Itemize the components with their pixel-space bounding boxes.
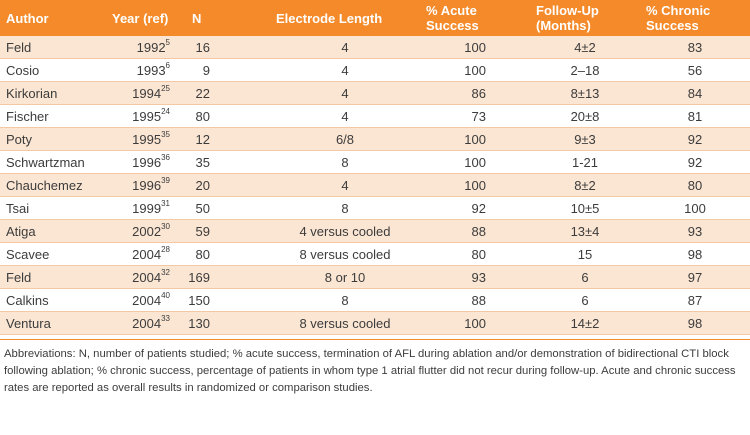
table-row [0,82,750,105]
cell-acute-success [420,197,530,220]
cell-year [110,197,180,220]
cell-n-text: 12 [195,131,210,147]
cell-n-text: 59 [195,223,210,239]
cell-author-text: Feld [6,269,32,285]
cell-acute-success [420,220,530,243]
reference-number: 30 [161,221,170,231]
table-row [0,105,750,128]
table-row [0,289,750,312]
cell-chronic-success [640,266,750,289]
cell-follow-up-text: 13±4 [570,223,600,239]
cell-follow-up-text: 15 [577,246,593,262]
cell-year [110,59,180,82]
header-electrode-length: Electrode Length [270,0,420,36]
cell-author-text: Poty [6,131,33,147]
cell-electrode-length [270,197,420,220]
cell-n-text: 130 [188,315,210,331]
cell-acute-success-text: 88 [471,292,486,308]
cell-n [180,82,270,105]
header-chronic-success: % Chronic Success [640,0,750,36]
cell-author-text: Scavee [6,246,50,262]
cell-electrode-length [270,243,420,266]
cell-follow-up [530,243,640,266]
cell-n [180,312,270,335]
cell-year [110,220,180,243]
cell-acute-success [420,105,530,128]
cell-chronic-success-text: 92 [687,154,703,170]
cell-author [0,151,110,174]
cell-follow-up-text: 10±5 [570,200,600,216]
reference-number: 40 [161,290,170,300]
reference-number: 28 [161,244,170,254]
cell-author-text: Atiga [6,223,36,239]
cell-follow-up-text: 14±2 [570,315,600,331]
cell-author-text: Fischer [6,108,49,124]
cell-follow-up-text: 20±8 [570,108,600,124]
cell-acute-success-text: 80 [471,246,486,262]
header-n: N [180,0,270,36]
cell-follow-up [530,105,640,128]
reference-number: 31 [161,198,170,208]
cell-follow-up [530,151,640,174]
cell-follow-up [530,197,640,220]
cell-electrode-length [270,105,420,128]
cell-chronic-success-text: 56 [687,62,703,78]
cell-author-text: Feld [6,39,32,55]
cell-electrode-length-text: 8 versus cooled [299,246,391,262]
header-year: Year (ref) [110,0,180,36]
header-author: Author [0,0,110,36]
table-row [0,59,750,82]
cell-electrode-length [270,151,420,174]
cell-chronic-success-text: 83 [687,39,703,55]
table-row [0,197,750,220]
cell-author-text: Chauchemez [6,177,83,193]
cell-electrode-length-text: 4 [341,177,349,193]
cell-author-text: Cosio [6,62,40,78]
table-row [0,220,750,243]
cell-acute-success [420,36,530,59]
cell-chronic-success [640,243,750,266]
cell-n-text: 169 [188,269,210,285]
table-row [0,151,750,174]
cell-electrode-length-text: 8 versus cooled [299,315,391,331]
cell-follow-up [530,82,640,105]
table-row [0,312,750,335]
cell-author [0,105,110,128]
cell-electrode-length-text: 4 versus cooled [299,223,391,239]
cell-n-text: 22 [195,85,210,101]
cell-electrode-length [270,312,420,335]
cell-follow-up [530,312,640,335]
cell-acute-success-text: 100 [464,177,486,193]
cell-year-text: 1996 [132,154,162,170]
cell-author [0,59,110,82]
cell-n [180,197,270,220]
cell-acute-success [420,266,530,289]
cell-chronic-success-text: 84 [687,85,703,101]
cell-n [180,243,270,266]
cell-electrode-length-text: 4 [341,62,349,78]
table-header [0,0,750,36]
cell-chronic-success [640,36,750,59]
cell-chronic-success [640,197,750,220]
cell-year [110,243,180,266]
cell-acute-success [420,59,530,82]
cell-author [0,82,110,105]
cell-acute-success [420,312,530,335]
reference-number: 32 [161,267,170,277]
table-body [0,36,750,335]
reference-number: 39 [161,175,170,185]
cell-follow-up [530,36,640,59]
cell-n-text: 9 [202,62,210,78]
cell-follow-up [530,59,640,82]
cell-follow-up [530,220,640,243]
cell-chronic-success [640,128,750,151]
cell-follow-up-text: 4±2 [574,39,596,55]
table-row [0,174,750,197]
cell-electrode-length-text: 8 [341,292,349,308]
cell-acute-success [420,151,530,174]
cell-follow-up-text: 6 [581,292,589,308]
cell-acute-success [420,243,530,266]
cell-year-text: 2004 [132,315,162,331]
cell-follow-up [530,289,640,312]
cell-author [0,128,110,151]
cell-author [0,174,110,197]
cell-year [110,151,180,174]
reference-number: 36 [161,152,170,162]
cell-n [180,36,270,59]
cell-author [0,220,110,243]
cell-electrode-length [270,82,420,105]
cell-n [180,174,270,197]
cell-electrode-length [270,289,420,312]
cell-electrode-length [270,59,420,82]
cell-n [180,289,270,312]
cell-year [110,174,180,197]
cell-acute-success-text: 100 [464,131,486,147]
cell-chronic-success-text: 98 [687,315,703,331]
cell-n [180,128,270,151]
cell-electrode-length [270,220,420,243]
table-row [0,36,750,59]
cell-author-text: Calkins [6,292,49,308]
cell-chronic-success-text: 98 [687,246,703,262]
cell-n-text: 35 [195,154,210,170]
cell-follow-up-text: 8±2 [574,177,596,193]
header-follow-up: Follow-Up (Months) [530,0,640,36]
cell-acute-success-text: 100 [464,315,486,331]
cell-n-text: 20 [195,177,210,193]
cell-chronic-success-text: 81 [687,108,703,124]
cell-n [180,105,270,128]
cell-year [110,105,180,128]
cell-chronic-success [640,174,750,197]
cell-author-text: Tsai [6,200,30,216]
table-footnote: Abbreviations: N, number of patients studied; % acute success, termination of AFL during ablation and/or demonstration of bidirectional CTI block following ablation; % chronic success, percentage of patients in whom type 1 atrial flutter did not recur during follow-up. Acute and chronic success rates are reported as overall results in randomized or comparison studies. [0,339,750,397]
cell-electrode-length [270,174,420,197]
cell-electrode-length-text: 8 [341,200,349,216]
cell-electrode-length-text: 4 [341,108,349,124]
cell-chronic-success-text: 100 [684,200,706,216]
cell-follow-up-text: 8±13 [570,85,600,101]
cell-follow-up [530,266,640,289]
cell-year-text: 1993 [136,62,166,78]
cell-n-text: 80 [195,108,210,124]
cell-chronic-success-text: 93 [687,223,703,239]
cell-acute-success-text: 93 [471,269,486,285]
cell-acute-success-text: 92 [471,200,486,216]
cell-follow-up-text: 6 [581,269,589,285]
cell-n [180,220,270,243]
cell-year [110,266,180,289]
cell-n [180,266,270,289]
cell-n-text: 150 [188,292,210,308]
cell-year-text: 2002 [132,223,162,239]
cell-acute-success [420,82,530,105]
cell-electrode-length [270,266,420,289]
cell-year-text: 1994 [132,85,162,101]
cell-author [0,266,110,289]
cell-n-text: 16 [195,39,210,55]
cell-electrode-length-text: 4 [341,85,349,101]
cell-year [110,128,180,151]
cell-electrode-length [270,128,420,151]
cell-year-text: 1995 [132,131,162,147]
cell-chronic-success [640,151,750,174]
cell-chronic-success [640,59,750,82]
cell-year-text: 1992 [136,39,166,55]
cell-chronic-success-text: 97 [687,269,703,285]
cell-electrode-length [270,36,420,59]
cell-author-text: Ventura [6,315,51,331]
cell-year-text: 2004 [132,269,162,285]
table-row [0,128,750,151]
cell-chronic-success-text: 80 [687,177,703,193]
cell-follow-up-text: 9±3 [574,131,596,147]
cell-electrode-length-text: 8 [341,154,349,170]
cell-n-text: 80 [195,246,210,262]
reference-number: 24 [161,106,170,116]
cell-follow-up-text: 2–18 [570,62,600,78]
cell-author [0,243,110,266]
cell-acute-success [420,289,530,312]
cell-year-text: 2004 [132,246,162,262]
cell-author [0,312,110,335]
cell-year-text: 1999 [132,200,162,216]
reference-number: 6 [165,60,170,70]
cell-year-text: 2004 [132,292,162,308]
reference-number: 25 [161,83,170,93]
cell-year [110,312,180,335]
cell-chronic-success [640,289,750,312]
cell-chronic-success [640,105,750,128]
cell-chronic-success [640,220,750,243]
cell-acute-success [420,174,530,197]
cell-electrode-length-text: 6/8 [335,131,355,147]
cell-author [0,197,110,220]
header-acute-success: % Acute Success [420,0,530,36]
cell-chronic-success-text: 87 [687,292,703,308]
cell-year [110,289,180,312]
cell-year [110,82,180,105]
cell-acute-success-text: 100 [464,154,486,170]
cell-author [0,289,110,312]
cell-year-text: 1996 [132,177,162,193]
cell-follow-up [530,128,640,151]
cell-acute-success-text: 73 [471,108,486,124]
table-row [0,243,750,266]
cell-year-text: 1995 [132,108,162,124]
reference-number: 5 [165,37,170,47]
cell-acute-success-text: 100 [464,62,486,78]
cell-chronic-success [640,82,750,105]
reference-number: 33 [161,313,170,323]
cell-electrode-length-text: 8 or 10 [324,269,366,285]
cell-author-text: Schwartzman [6,154,85,170]
cell-chronic-success-text: 92 [687,131,703,147]
cell-author [0,36,110,59]
cell-chronic-success [640,312,750,335]
cell-electrode-length-text: 4 [341,39,349,55]
cell-follow-up [530,174,640,197]
cell-n [180,151,270,174]
cell-acute-success [420,128,530,151]
cell-n [180,59,270,82]
table-row [0,266,750,289]
cell-acute-success-text: 88 [471,223,486,239]
cell-acute-success-text: 100 [464,39,486,55]
cell-follow-up-text: 1-21 [571,154,599,170]
reference-number: 35 [161,129,170,139]
cell-n-text: 50 [195,200,210,216]
cell-acute-success-text: 86 [471,85,486,101]
cell-author-text: Kirkorian [6,85,58,101]
cell-year [110,36,180,59]
